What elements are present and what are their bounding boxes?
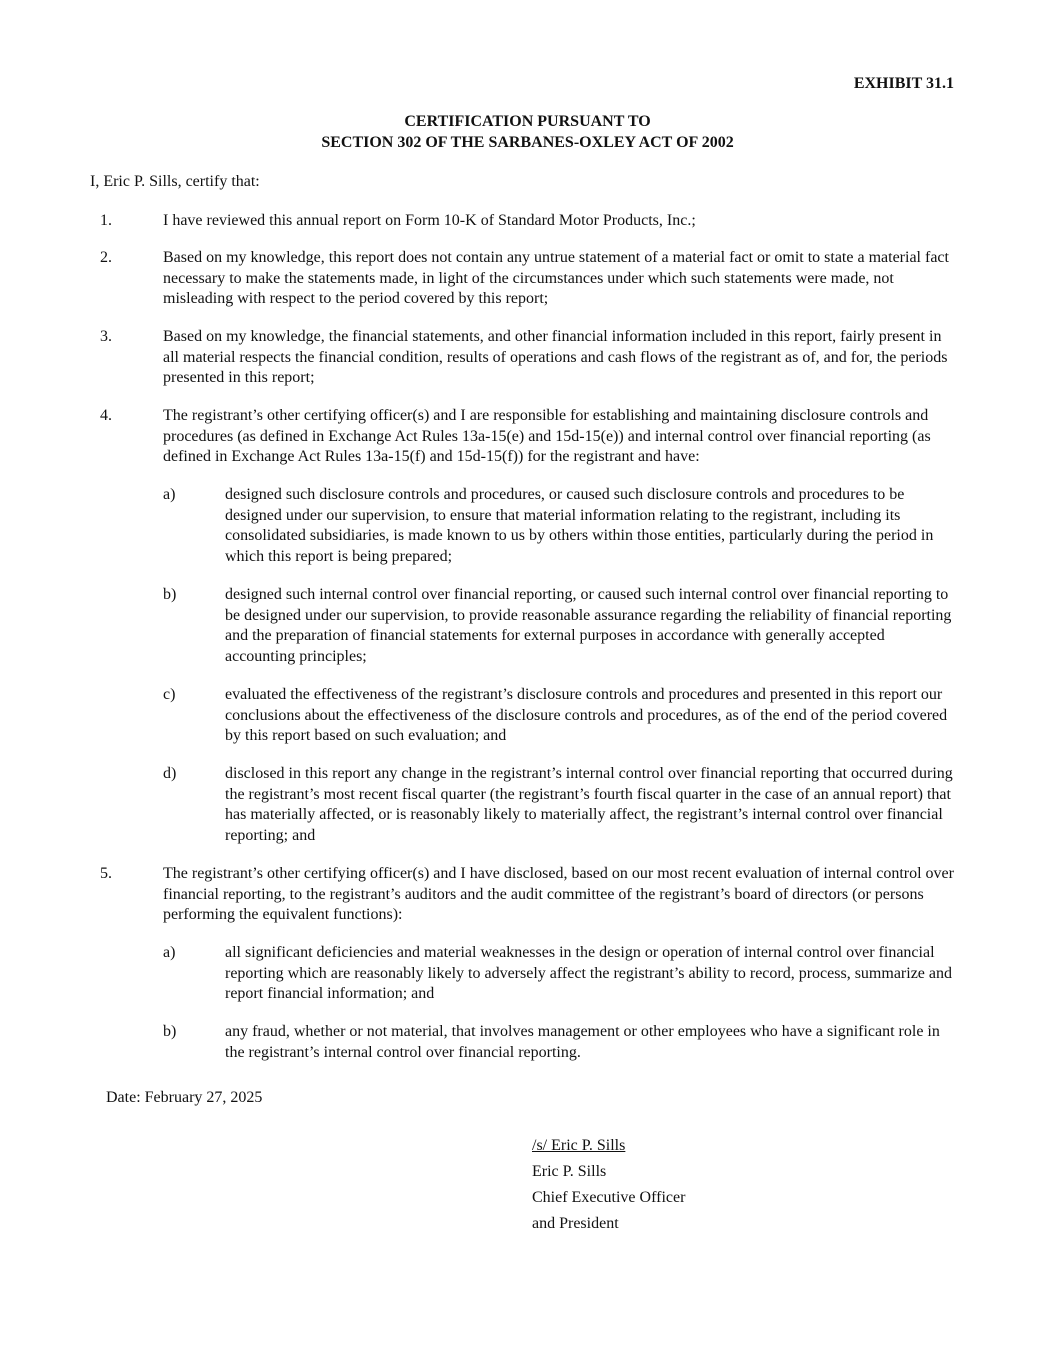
list-item-3 (100, 327, 955, 389)
sub-item-4d (163, 764, 955, 846)
signer-title-line-2: and President (532, 1215, 619, 1232)
sub-item-letter: c) (163, 686, 176, 703)
list-item-text: The registrant’s other certifying officer(s) and I have disclosed, based on our most recent evaluation of internal control over financial reporting, to the registrant’s auditors and the audit committee of the registrant’s board of directors (or persons performing the equivalent functions): (163, 865, 954, 923)
certification-date: Date: February 27, 2025 (106, 1089, 263, 1106)
title-line-2: SECTION 302 OF THE SARBANES-OXLEY ACT OF 2002 (321, 133, 734, 151)
sub-item-text: designed such internal control over financial reporting, or caused such internal control over financial reporting to be designed under our supervision, to provide reasonable assurance regarding the reliability of financial reporting and the preparation of financial statements for external purposes in accordance with generally accepted accounting principles; (225, 586, 952, 665)
list-item-5 (100, 864, 955, 926)
list-item-text: The registrant’s other certifying officer(s) and I are responsible for establishing and maintaining disclosure controls and procedures (as defined in Exchange Act Rules 13a-15(e) and 15d-15(e)) and internal control over financial reporting (as defined in Exchange Act Rules 13a-15(f) and 15d-15(f)) for the registrant and have: (163, 407, 931, 465)
document-title (0, 112, 1055, 153)
exhibit-label: EXHIBIT 31.1 (853, 75, 954, 92)
list-item-number: 2. (100, 249, 112, 266)
sub-item-letter: d) (163, 765, 177, 782)
list-item-1 (100, 211, 955, 232)
signature-line: /s/ Eric P. Sills (532, 1137, 626, 1154)
sub-item-5a (163, 943, 955, 1005)
list-item-text: Based on my knowledge, this report does not contain any untrue statement of a material fact or omit to state a material fact necessary to make the statements made, in light of the circumstances under which such statements were made, not misleading with respect to the period covered by this report; (163, 249, 949, 307)
sub-item-text: any fraud, whether or not material, that involves management or other employees who have a significant role in the registrant’s internal control over financial reporting. (225, 1023, 940, 1061)
list-item-number: 4. (100, 407, 112, 424)
list-item-4 (100, 406, 955, 468)
signer-name: Eric P. Sills (532, 1163, 607, 1180)
list-item-number: 1. (100, 212, 112, 229)
sub-item-letter: b) (163, 586, 177, 603)
intro-text: I, Eric P. Sills, certify that: (90, 173, 260, 190)
title-line-1: CERTIFICATION PURSUANT TO (404, 113, 651, 130)
sub-item-text: all significant deficiencies and material weaknesses in the design or operation of internal control over financial reporting which are reasonably likely to adversely affect the registrant’s ability to record, process, summarize and report financial information; and (225, 944, 952, 1002)
sub-item-letter: a) (163, 944, 176, 961)
list-item-2 (100, 248, 955, 310)
sub-item-text: designed such disclosure controls and procedures, or caused such disclosure controls and procedures to be designed under our supervision, to ensure that material information relating to the registrant, including its consolidated subsidiaries, is made known to us by others within those entities, particularly during the period in which this report is being prepared; (225, 486, 934, 565)
sub-item-letter: b) (163, 1023, 177, 1040)
sub-item-letter: a) (163, 486, 176, 503)
sub-item-5b (163, 1022, 955, 1063)
list-item-number: 3. (100, 328, 112, 345)
sub-item-4c (163, 685, 955, 747)
sub-item-text: evaluated the effectiveness of the registrant’s disclosure controls and procedures and presented in this report our conclusions about the effectiveness of the disclosure controls and procedures, as of the end of the period covered by this report based on such evaluation; and (225, 686, 948, 744)
sub-item-4b (163, 585, 955, 667)
sub-item-text: disclosed in this report any change in the registrant’s internal control over financial reporting that occurred during the registrant’s most recent fiscal quarter (the registrant’s fourth fiscal quarter in the case of an annual report) that has materially affected, or is reasonably likely to materially affect, the registrant’s internal control over financial reporting; and (225, 765, 953, 844)
list-item-text: I have reviewed this annual report on Form 10-K of Standard Motor Products, Inc.; (163, 212, 696, 229)
signer-title-line-1: Chief Executive Officer (532, 1189, 686, 1206)
list-item-text: Based on my knowledge, the financial statements, and other financial information included in this report, fairly present in all material respects the financial condition, results of operations and cash flows of the registrant as of, and for, the periods presented in this report; (163, 328, 948, 386)
signature-block (532, 1133, 685, 1237)
sub-item-4a (163, 485, 955, 567)
list-item-number: 5. (100, 865, 112, 882)
